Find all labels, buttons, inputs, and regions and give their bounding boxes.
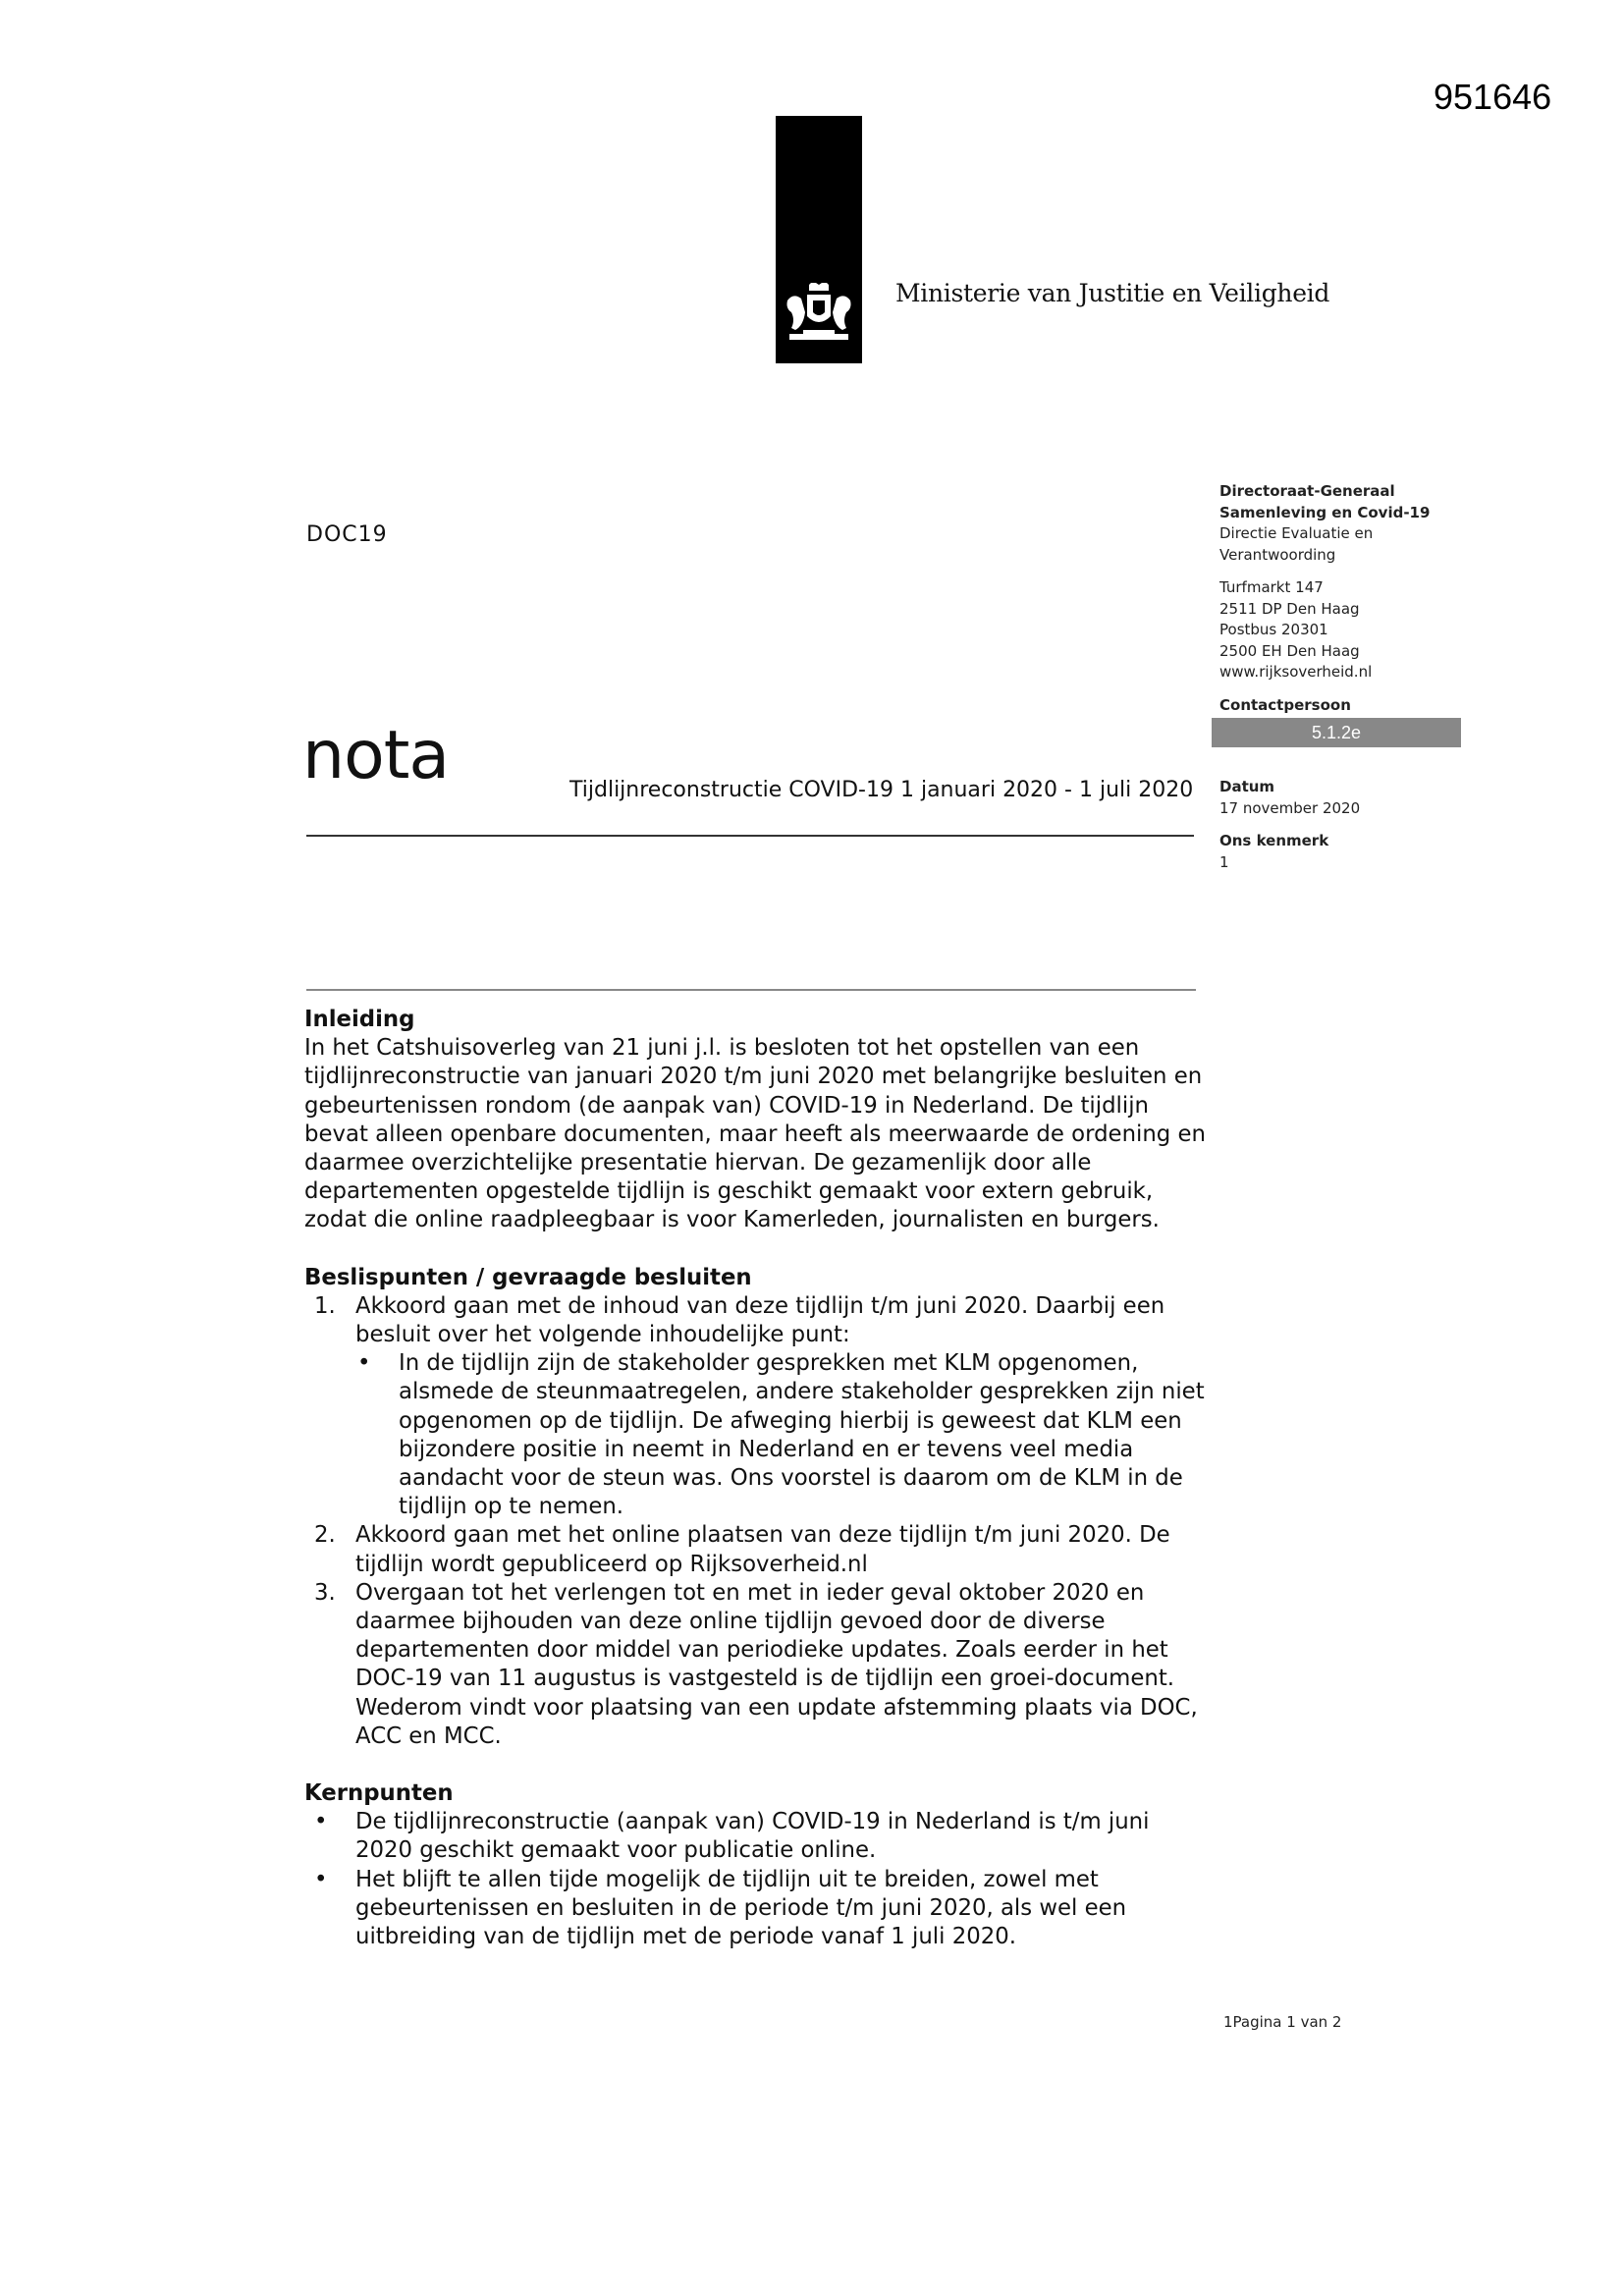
section-heading: Kernpunten bbox=[304, 1780, 454, 1807]
sub-list-item bbox=[304, 1349, 1208, 1521]
decisions-section bbox=[304, 1264, 1208, 1751]
coat-of-arms-icon bbox=[776, 283, 862, 352]
directorate-line1: Directoraat-Generaal bbox=[1219, 482, 1395, 500]
bullet-marker: • bbox=[314, 1866, 328, 1892]
list-item bbox=[304, 1292, 1208, 1349]
list-item-text: Overgaan tot het verlengen tot en met in ieder geval oktober 2020 en daarmee bijhouden van deze online tijdlijn gevoed door de diverse departementen door middel van periodieke updates. Zoals eerder in het DOC-19 van 11 augustus is vastgesteld is de tijdlijn een groei-document. Wederom vindt voor plaatsing van een update afstemming plaats via DOC, ACC en MCC. bbox=[355, 1579, 1198, 1749]
reference-label: Ons kenmerk bbox=[1219, 832, 1329, 849]
document-title: nota bbox=[302, 717, 450, 794]
date-value: 17 november 2020 bbox=[1219, 798, 1361, 817]
bullet-marker: • bbox=[314, 1809, 328, 1835]
sender-sidebar bbox=[1219, 481, 1465, 873]
list-item bbox=[304, 1866, 1208, 1952]
directorate-line2: Samenleving en Covid-19 bbox=[1219, 503, 1431, 521]
bullet-marker: • bbox=[357, 1350, 371, 1377]
date-label: Datum bbox=[1219, 778, 1275, 795]
intro-section bbox=[304, 1006, 1208, 1235]
list-item-text: De tijdlijnreconstructie (aanpak van) COVID-19 in Nederland is t/m juni 2020 geschikt gemaakt voor publicatie online. bbox=[355, 1809, 1150, 1864]
page-number: 1Pagina 1 van 2 bbox=[1223, 2013, 1342, 2031]
list-marker: 2. bbox=[314, 1522, 336, 1549]
list-item-text: Het blijft te allen tijde mogelijk de tijdlijn uit te breiden, zowel met gebeurtenissen en besluiten in de periode t/m juni 2020, als wel een uitbreiding van de tijdlijn met de periode vanaf 1 juli 2020. bbox=[355, 1866, 1127, 1950]
department-line1: Directie Evaluatie en bbox=[1219, 524, 1374, 542]
contact-redaction: 5.1.2e bbox=[1212, 718, 1461, 747]
list-item bbox=[304, 1579, 1208, 1751]
document-number: 951646 bbox=[1434, 77, 1552, 117]
ministry-name: Ministerie van Justitie en Veiligheid bbox=[895, 279, 1330, 307]
key-points-list bbox=[304, 1808, 1208, 1951]
divider bbox=[306, 989, 1196, 991]
document-body bbox=[304, 1006, 1208, 1951]
list-item-text: Akkoord gaan met de inhoud van deze tijdlijn t/m juni 2020. Daarbij een besluit over het volgende inhoudelijke punt: bbox=[355, 1292, 1165, 1348]
list-marker: 3. bbox=[314, 1579, 336, 1606]
address-street: Turfmarkt 147 bbox=[1219, 578, 1324, 596]
intro-paragraph: In het Catshuisoverleg van 21 juni j.l. is besloten tot het opstellen van een tijdlijnreconstructie van januari 2020 t/m juni 2020 met belangrijke besluiten en gebeurtenissen rondom (de aanpak van) COVID-19 in Nederland. De tijdlijn bevat alleen openbare documenten, maar heeft als meerwaarde de ordening en daarmee overzichtelijke presentatie hiervan. De gezamenlijk door alle departementen opgestelde tijdlijn is geschikt gemaakt voor extern gebruik, zodat die online raadpleegbaar is voor Kamerleden, journalisten en burgers. bbox=[304, 1035, 1206, 1233]
reference-value: 1 bbox=[1219, 852, 1229, 871]
list-item-text: In de tijdlijn zijn de stakeholder gesprekken met KLM opgenomen, alsmede de steunmaatregelen, andere stakeholder gesprekken zijn niet opgenomen op de tijdlijn. De afweging hierbij is geweest dat KLM een bijzondere positie in neemt in Nederland en er tevens veel media aandacht voor de steun was. Ons voorstel is daarom om de KLM in de tijdlijn op te nemen. bbox=[399, 1350, 1205, 1520]
document-subject: Tijdlijnreconstructie COVID-19 1 januari 2020 - 1 juli 2020 bbox=[569, 778, 1194, 802]
po-box: Postbus 20301 bbox=[1219, 621, 1328, 638]
key-points-section bbox=[304, 1779, 1208, 1951]
website: www.rijksoverheid.nl bbox=[1219, 663, 1373, 681]
divider bbox=[306, 835, 1194, 837]
document-code: DOC19 bbox=[306, 522, 388, 547]
section-heading: Beslispunten / gevraagde besluiten bbox=[304, 1264, 752, 1290]
department-line2: Verantwoording bbox=[1219, 545, 1336, 564]
po-city: 2500 EH Den Haag bbox=[1219, 641, 1360, 660]
list-item bbox=[304, 1521, 1208, 1578]
list-marker: 1. bbox=[314, 1292, 336, 1319]
address-city: 2511 DP Den Haag bbox=[1219, 599, 1360, 618]
section-heading: Inleiding bbox=[304, 1007, 415, 1032]
decisions-list bbox=[304, 1292, 1208, 1751]
list-item-text: Akkoord gaan met het online plaatsen van deze tijdlijn t/m juni 2020. De tijdlijn wordt gepubliceerd op Rijksoverheid.nl bbox=[355, 1522, 1170, 1577]
list-item bbox=[304, 1808, 1208, 1865]
contact-label: Contactpersoon bbox=[1219, 695, 1351, 714]
ministry-logo-bar bbox=[776, 116, 862, 363]
